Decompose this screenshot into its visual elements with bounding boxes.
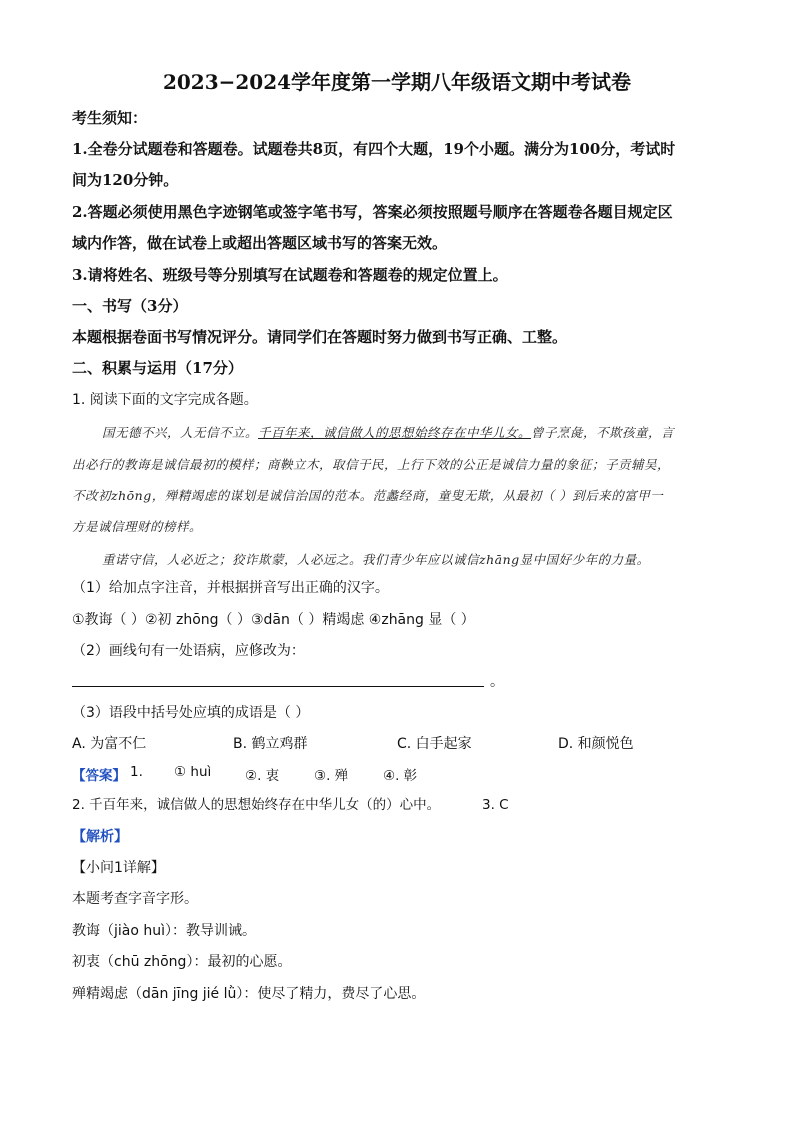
sub-question-2: （2）画线句有一处语病，应修改为： xyxy=(72,643,305,659)
option-d: D. 和颜悦色 xyxy=(558,736,634,752)
section2-heading: 二、积累与运用（17分） xyxy=(72,359,243,377)
notice-heading: 考生须知： xyxy=(72,109,148,127)
analysis-line-3: 初衷（chū zhōng）：最初的心愿。 xyxy=(72,954,292,970)
passage-text: 曾子烹彘，不欺孩童，言 xyxy=(531,425,675,440)
notice-item-1a: 1.全卷分试题卷和答题卷。试题卷共8页，有四个大题，19个小题。满分为100分，考试时 xyxy=(72,140,676,158)
question-1: 1. 阅读下面的文字完成各题。 xyxy=(72,392,258,408)
passage-line-1 xyxy=(102,423,674,443)
notice-item-1b: 间为120分钟。 xyxy=(72,171,179,189)
sub-question-1-items: ①教诲（ ）②初 zhōng（ ）③dān（ ）精竭虑 ④zhāng 显（ ） xyxy=(72,612,475,628)
answer-1-item-1: ① huì xyxy=(174,764,212,780)
underlined-sentence: 千百年来，诚信做人的思想始终存在中华儿女。 xyxy=(258,425,532,440)
passage-line-4: 方是诚信理财的榜样。 xyxy=(72,519,203,534)
notice-item-2b: 域内作答，做在试卷上或超出答题区域书写的答案无效。 xyxy=(72,234,448,252)
page-title: 2023−2024学年度第一学期八年级语文期中考试卷 xyxy=(162,70,632,94)
passage-line-5: 重诺守信，人必近之；狡诈欺蒙，人必远之。我们青少年应以诚信zhāng显中国好少年的力量。 xyxy=(102,552,650,567)
analysis-sub-label: 【小问1详解】 xyxy=(72,860,165,876)
option-b: B. 鹤立鸡群 xyxy=(233,736,308,752)
answer-1-item-4: ④. 彰 xyxy=(383,768,418,784)
answer-1-number: 1. xyxy=(130,764,143,780)
option-c: C. 白手起家 xyxy=(397,736,472,752)
passage-line-2: 出必行的教诲是诚信最初的模样；商鞅立木，取信于民，上行下效的公正是诚信力量的象征；子贡辅吴， xyxy=(72,457,671,472)
answer-label: 【答案】 xyxy=(72,768,126,784)
analysis-line-1: 本题考查字音字形。 xyxy=(72,891,198,907)
sub-question-1: （1）给加点字注音，并根据拼音写出正确的汉字。 xyxy=(72,580,389,596)
answer-3: 3. C xyxy=(482,797,509,813)
answer-2: 2. 千百年来，诚信做人的思想始终存在中华儿女（的）心中。 xyxy=(72,797,441,813)
option-a: A. 为富不仁 xyxy=(72,736,147,752)
answer-blank-line xyxy=(72,686,484,687)
passage-line-3: 不改初zhōng，殚精竭虑的谋划是诚信治国的范本。范蠡经商，童叟无欺，从最初（ ）到后来的富甲一 xyxy=(72,488,664,503)
analysis-line-4: 殚精竭虑（dān jīng jié lǜ）：使尽了精力，费尽了心思。 xyxy=(72,986,426,1002)
analysis-label: 【解析】 xyxy=(72,829,128,845)
answer-1-item-3: ③. 殚 xyxy=(314,768,349,784)
section1-body: 本题根据卷面书写情况评分。请同学们在答题时努力做到书写正确、工整。 xyxy=(72,328,568,346)
answer-1-item-2: ②. 衷 xyxy=(245,768,280,784)
analysis-line-2: 教诲（jiào huì）：教导训诫。 xyxy=(72,923,257,939)
section1-heading: 一、书写（3分） xyxy=(72,297,188,315)
sub-question-3: （3）语段中括号处应填的成语是（ ） xyxy=(72,705,310,721)
passage-text: 国无德不兴，人无信不立。 xyxy=(102,425,259,440)
answer-blank-period: 。 xyxy=(490,674,504,690)
notice-item-3: 3.请将姓名、班级号等分别填写在试题卷和答题卷的规定位置上。 xyxy=(72,266,508,284)
notice-item-2a: 2.答题必须使用黑色字迹钢笔或签字笔书写，答案必须按照题号顺序在答题卷各题目规定区 xyxy=(72,203,673,221)
